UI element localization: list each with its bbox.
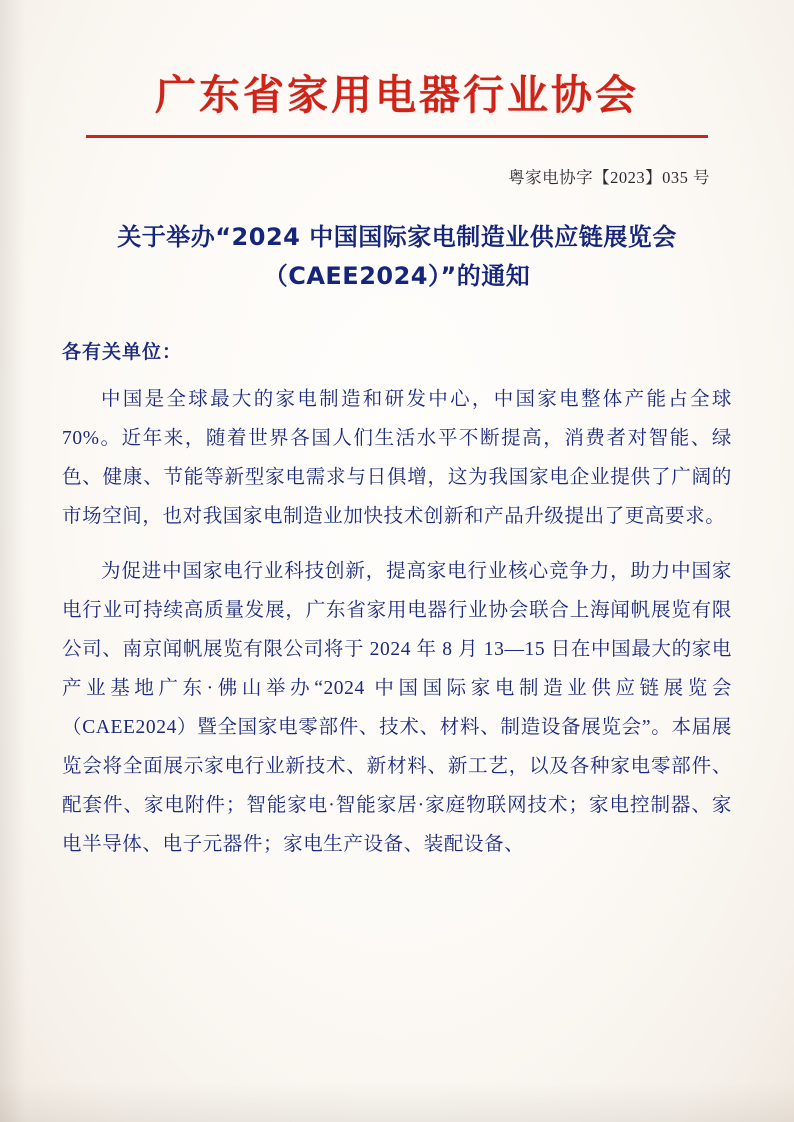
organization-title: 广东省家用电器行业协会 bbox=[155, 71, 639, 119]
body-paragraph-1: 中国是全球最大的家电制造和研发中心，中国家电整体产能占全球 70%。近年来，随着世界各国人们生活水平不断提高，消费者对智能、绿色、健康、节能等新型家电需求与日俱增，这为我国家电企业提供了广阔的市场空间，也对我国家电制造业加快技术创新和产品升级提出了更高要求。 bbox=[62, 389, 732, 528]
document-number: 粤家电协字【2023】035 号 bbox=[508, 167, 710, 187]
body-paragraph-2: 为促进中国家电行业科技创新，提高家电行业核心竞争力，助力中国家电行业可持续高质量发展，广东省家用电器行业协会联合上海闻帆展览有限公司、南京闻帆展览有限公司将于 2024 年 8 月 13—15 日在中国最大的家电产业基地广东·佛山举办“2024 中国国际家电制造业供应链展览会（CAEE2024）暨全国家电零部件、技术、材料、制造设备展览会”。本届展览会将全面展示家电行业新技术、新材料、新工艺，以及各种家电零部件、配套件、家电附件；智能家电·智能家居·家庭物联网技术；家电控制器、家电半导体、电子元器件；家电生产设备、装配设备、 bbox=[62, 561, 732, 856]
letterhead bbox=[62, 0, 732, 138]
salutation: 各有关单位： bbox=[62, 341, 183, 364]
letterhead-divider bbox=[86, 135, 708, 138]
page-title: 关于举办“2024 中国国际家电制造业供应链展览会（CAEE2024）”的通知 bbox=[117, 222, 677, 290]
